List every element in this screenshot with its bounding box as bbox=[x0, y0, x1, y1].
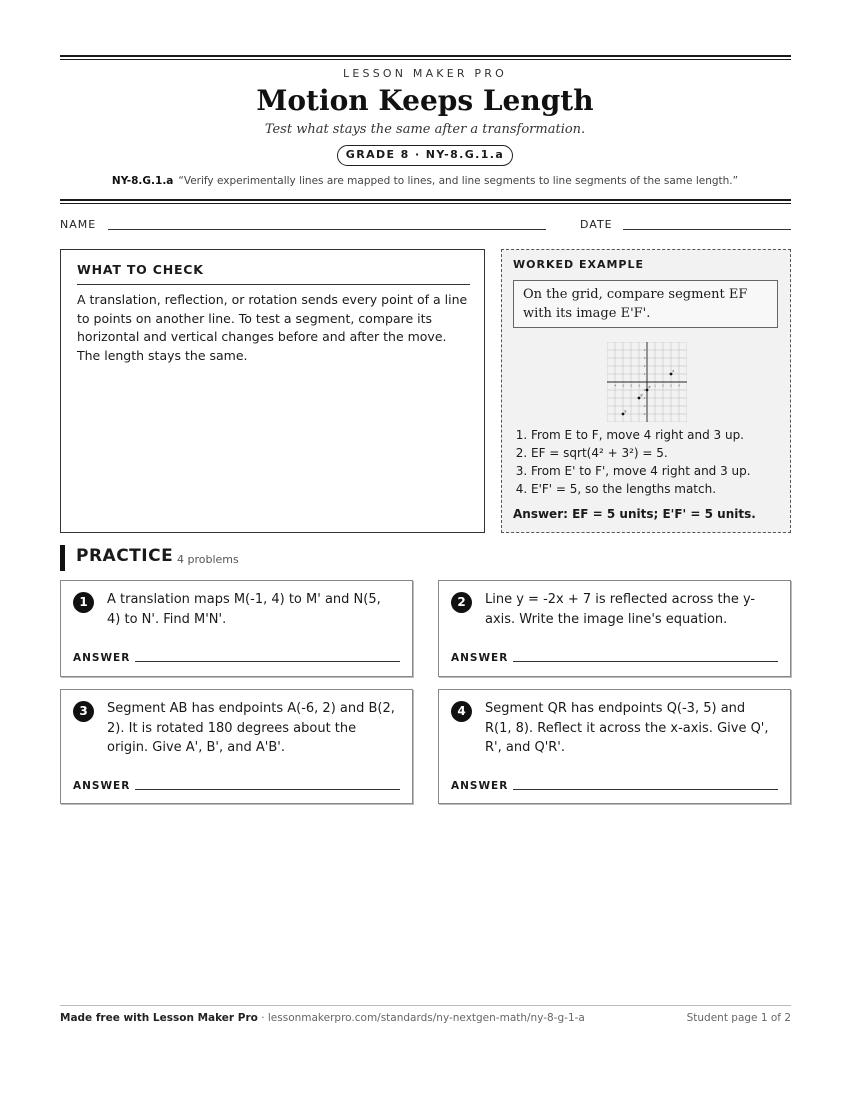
problem-text: A translation maps M(-1, 4) to M' and N(5, 4) to N'. Find M'N'. bbox=[107, 592, 381, 627]
x-tick-label: -1 bbox=[637, 383, 641, 388]
answer-line[interactable] bbox=[135, 661, 400, 662]
point-label: F bbox=[672, 369, 675, 374]
answer-label: ANSWER bbox=[73, 780, 131, 792]
x-tick-label: -3 bbox=[621, 383, 625, 388]
point-label: E' bbox=[640, 393, 644, 398]
problem-text: Line y = -2x + 7 is reflected across the y-axis. Write the image line's equation. bbox=[485, 592, 756, 627]
what-to-check-divider bbox=[77, 284, 470, 285]
problem-number: 3 bbox=[73, 701, 94, 722]
y-tick-label: -1 bbox=[642, 388, 646, 392]
worked-example-answer: Answer: EF = 5 units; E'F' = 5 units. bbox=[513, 507, 756, 521]
top-rule-thin bbox=[60, 59, 791, 60]
problem-card bbox=[60, 580, 413, 677]
date-label: DATE bbox=[580, 218, 613, 231]
problem-number: 2 bbox=[451, 592, 472, 613]
footer-made-with: Made free with Lesson Maker Pro bbox=[60, 1012, 258, 1024]
problem-number: 1 bbox=[73, 592, 94, 613]
name-label: NAME bbox=[60, 218, 97, 231]
x-tick-label: -2 bbox=[629, 383, 633, 388]
footer-url[interactable]: · lessonmakerpro.com/standards/ny-nextgen-math/ny-8-g-1-a bbox=[257, 1012, 585, 1024]
grade-badge: GRADE 8 · NY-8.G.1.a bbox=[337, 145, 513, 166]
header-bottom-rule bbox=[60, 199, 791, 201]
practice-heading: PRACTICE bbox=[76, 546, 174, 566]
y-tick-label: 4 bbox=[643, 348, 646, 352]
practice-accent-bar bbox=[60, 545, 65, 571]
page-title: Motion Keeps Length bbox=[256, 84, 594, 117]
answer-line[interactable] bbox=[513, 789, 778, 790]
footer-rule bbox=[60, 1005, 791, 1006]
answer-label: ANSWER bbox=[451, 652, 509, 664]
step-4: 4. E'F' = 5, so the lengths match. bbox=[531, 480, 801, 498]
step-2: 2. EF = sqrt(4² + 3²) = 5. bbox=[531, 444, 801, 462]
x-tick-label: 2 bbox=[662, 383, 664, 388]
what-to-check-heading: WHAT TO CHECK bbox=[77, 262, 204, 277]
problem-card bbox=[438, 689, 791, 804]
worked-example-panel bbox=[501, 249, 791, 533]
worked-example-heading: WORKED EXAMPLE bbox=[513, 258, 644, 271]
y-tick-label: 2 bbox=[643, 364, 646, 368]
problem-text: Segment QR has endpoints Q(-3, 5) and R(1, 8). Reflect it across the x-axis. Give Q', R', and Q'R'. bbox=[485, 701, 769, 755]
standard-text: “Verify experimentally lines are mapped to lines, and line segments to line segments of the same length.” bbox=[178, 175, 739, 187]
top-rule bbox=[60, 55, 791, 57]
answer-line[interactable] bbox=[513, 661, 778, 662]
worked-example-steps bbox=[513, 426, 801, 498]
y-tick-label: 3 bbox=[643, 356, 646, 360]
footer-credit bbox=[60, 1012, 585, 1024]
x-tick-label: 4 bbox=[678, 383, 680, 388]
x-tick-label: 1 bbox=[654, 383, 656, 388]
answer-line[interactable] bbox=[135, 789, 400, 790]
problem-number: 4 bbox=[451, 701, 472, 722]
step-1: 1. From E to F, move 4 right and 3 up. bbox=[531, 426, 801, 444]
what-to-check-panel bbox=[60, 249, 485, 533]
y-tick-label: -3 bbox=[642, 404, 646, 408]
point-label: F' bbox=[648, 385, 652, 390]
x-tick-label: -4 bbox=[613, 383, 617, 388]
worked-example-prompt: On the grid, compare segment EF with its image E'F'. bbox=[513, 280, 778, 328]
x-tick-label: 3 bbox=[670, 383, 672, 388]
practice-count: 4 problems bbox=[177, 553, 239, 566]
problem-card bbox=[438, 580, 791, 677]
step-3: 3. From E' to F', move 4 right and 3 up. bbox=[531, 462, 801, 480]
problem-text: Segment AB has endpoints A(-6, 2) and B(2, 2). It is rotated 180 degrees about the origin. Give A', B', and A'B'. bbox=[107, 701, 395, 755]
point-label: E bbox=[624, 409, 627, 414]
coordinate-grid bbox=[607, 342, 687, 422]
name-field[interactable] bbox=[108, 229, 546, 230]
footer-page: Student page 1 of 2 bbox=[686, 1012, 791, 1024]
y-tick-label: -2 bbox=[642, 396, 646, 400]
y-tick-label: 1 bbox=[643, 372, 646, 376]
standard-line bbox=[0, 175, 850, 187]
answer-label: ANSWER bbox=[451, 780, 509, 792]
y-tick-label: -4 bbox=[642, 412, 646, 416]
date-field[interactable] bbox=[623, 229, 791, 230]
problem-card bbox=[60, 689, 413, 804]
brand-name: LESSON MAKER PRO bbox=[343, 67, 507, 80]
what-to-check-text: A translation, reflection, or rotation sends every point of a line to points on another line. To test a segment, compare its horizontal and vertical changes before and after the move. The length stays the same. bbox=[77, 292, 468, 363]
page-subtitle: Test what stays the same after a transformation. bbox=[264, 122, 586, 137]
header-bottom-rule-thin bbox=[60, 203, 791, 204]
standard-code: NY-8.G.1.a bbox=[111, 175, 174, 187]
answer-label: ANSWER bbox=[73, 652, 131, 664]
